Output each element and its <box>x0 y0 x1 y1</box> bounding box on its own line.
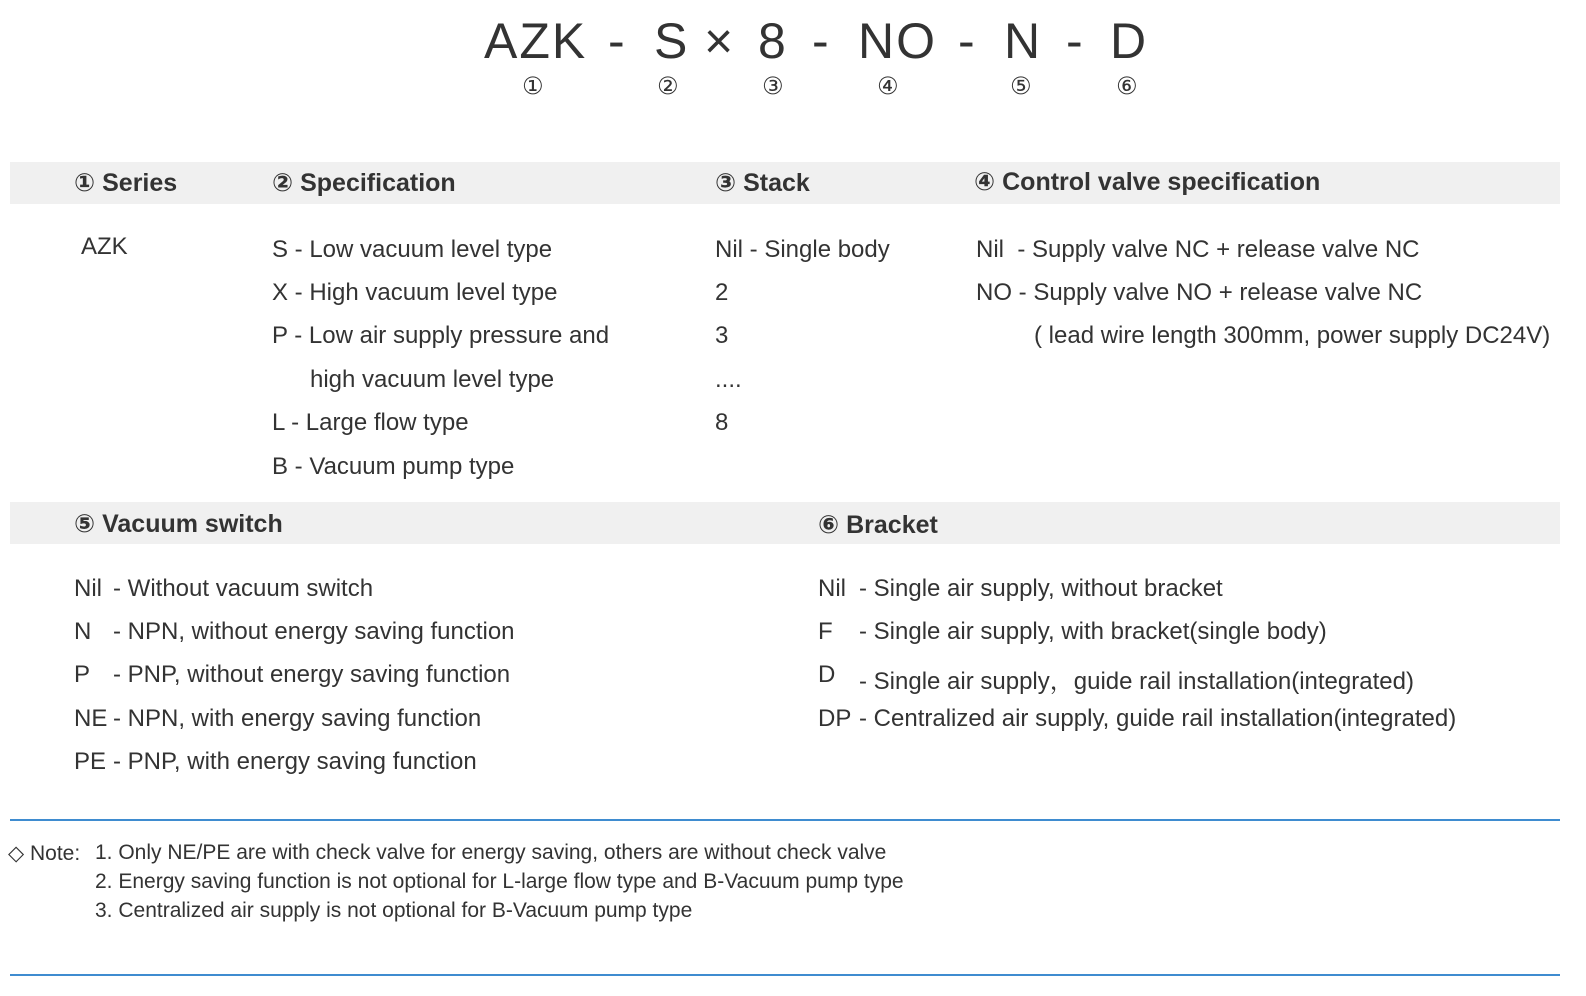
option-code: PE <box>74 748 107 775</box>
code-dash: - <box>608 13 627 69</box>
option-desc: - Without vacuum switch <box>113 575 374 602</box>
stack-heading: ③ Stack <box>715 169 810 197</box>
code-number-6: ⑥ <box>1116 73 1138 100</box>
list-item: P - Low air supply pressure and <box>272 322 610 349</box>
list-item: B - Vacuum pump type <box>272 453 515 480</box>
code-spec: S <box>654 13 690 69</box>
note-item: 3. Centralized air supply is not optional for B-Vacuum pump type <box>95 899 693 922</box>
code-dash: - <box>812 13 831 69</box>
code-number-2: ② <box>657 73 679 100</box>
list-item: .... <box>715 366 742 393</box>
option-desc: - Single air supply, without bracket <box>859 575 1223 602</box>
note-item: 1. Only NE/PE are with check valve for energy saving, others are without check valve <box>95 841 887 864</box>
code-stack: 8 <box>758 13 788 69</box>
series-item: AZK <box>81 233 128 260</box>
list-item: L - Large flow type <box>272 409 469 436</box>
option-code: Nil <box>818 575 846 602</box>
code-times: × <box>704 13 736 69</box>
option-code: DP <box>818 705 852 732</box>
option-code: D <box>818 661 836 688</box>
option-code: N <box>74 618 92 645</box>
vacuum-switch-heading: ⑤ Vacuum switch <box>74 510 283 538</box>
code-bracket: D <box>1110 13 1149 69</box>
code-number-1: ① <box>522 73 544 100</box>
list-item: 3 <box>715 322 729 349</box>
list-item: Nil - Single body <box>715 236 890 263</box>
code-control: NO <box>858 13 937 69</box>
code-number-5: ⑤ <box>1010 73 1032 100</box>
list-item: 2 <box>715 279 729 306</box>
note-prefix: ◇ Note: <box>8 842 81 865</box>
option-code: Nil <box>74 575 102 602</box>
list-item: high vacuum level type <box>310 366 555 393</box>
list-item: S - Low vacuum level type <box>272 236 553 263</box>
option-desc: - Single air supply，guide rail installation(integrated) <box>859 668 1414 695</box>
option-code: P <box>74 661 91 688</box>
option-desc: - NPN, without energy saving function <box>113 618 515 645</box>
code-series: AZK <box>484 13 588 69</box>
code-switch: N <box>1004 13 1043 69</box>
code-number-4: ④ <box>877 73 899 100</box>
divider-top <box>10 819 1560 821</box>
code-dash: - <box>958 13 977 69</box>
list-item: 8 <box>715 409 729 436</box>
list-item: NO - Supply valve NO + release valve NC <box>976 279 1423 306</box>
note-item: 2. Energy saving function is not optional for L-large flow type and B-Vacuum pump type <box>95 870 904 893</box>
bracket-heading: ⑥ Bracket <box>818 511 938 539</box>
specification-heading: ② Specification <box>272 169 456 197</box>
series-heading: ① Series <box>74 169 178 197</box>
control-valve-heading: ④ Control valve specification <box>974 168 1321 196</box>
list-item: X - High vacuum level type <box>272 279 558 306</box>
code-dash: - <box>1066 13 1085 69</box>
list-item: Nil - Supply valve NC + release valve NC <box>976 236 1420 263</box>
list-item: ( lead wire length 300mm, power supply DC24V) <box>1034 322 1551 349</box>
code-number-3: ③ <box>762 73 784 100</box>
option-desc: - Single air supply, with bracket(single body) <box>859 618 1327 645</box>
option-desc: - Centralized air supply, guide rail installation(integrated) <box>859 705 1457 732</box>
option-desc: - PNP, with energy saving function <box>113 748 477 775</box>
divider-bottom <box>10 974 1560 976</box>
option-desc: - PNP, without energy saving function <box>113 661 511 688</box>
option-code: F <box>818 618 833 645</box>
option-code: NE <box>74 705 108 732</box>
option-desc: - NPN, with energy saving function <box>113 705 482 732</box>
